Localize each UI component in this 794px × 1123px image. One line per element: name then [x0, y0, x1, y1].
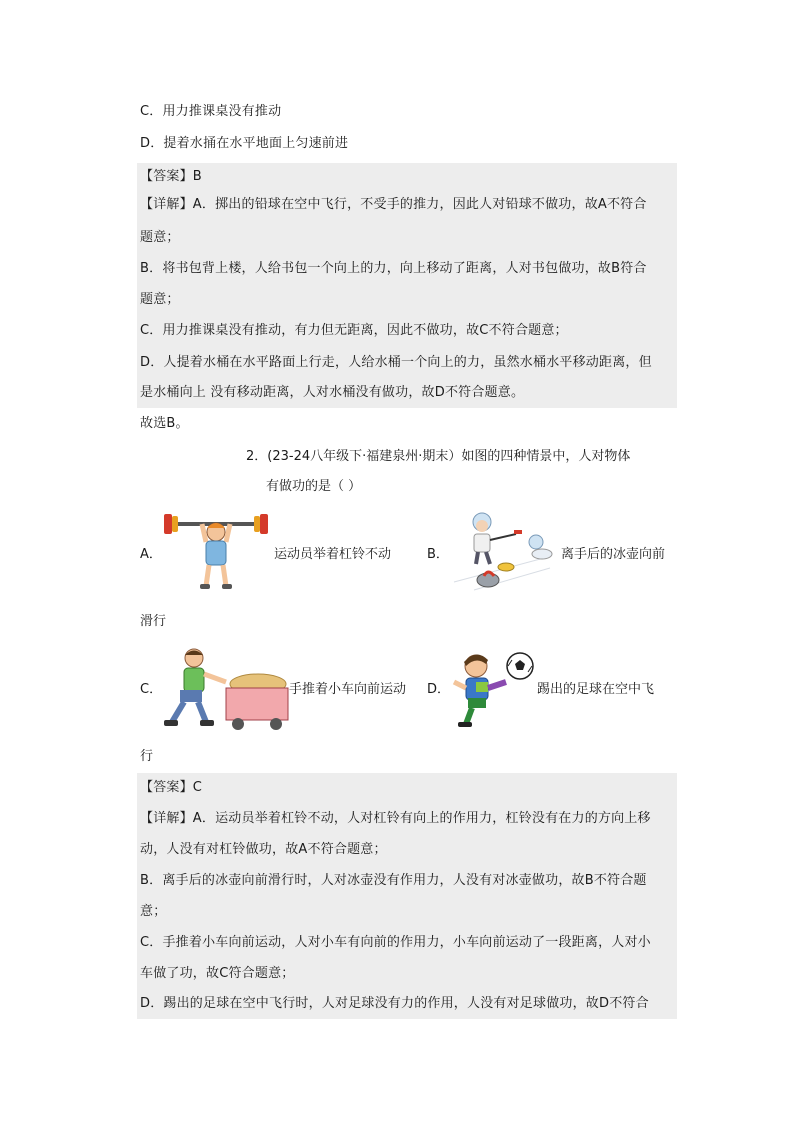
option-c-letter: C． — [140, 682, 163, 697]
answer-1: 【答案】B — [137, 163, 677, 190]
option-c-text: C．用力推课桌没有推动 — [140, 104, 282, 119]
option-b-text: 离手后的冰壶向前 — [561, 547, 666, 562]
option-b-text-wrap: 滑行 — [140, 614, 167, 629]
explanation-1-line-1: 【详解】A．掷出的铅球在空中飞行，不受手的推力，因此人对铅球不做功，故A不符合 — [137, 190, 677, 224]
question-2-line-1: 2．(23-24八年级下·福建泉州·期末）如图的四种情景中，人对物体 — [246, 449, 631, 464]
explanation-1-line-2: 题意； — [137, 224, 677, 254]
answer-2: 【答案】C — [137, 773, 677, 803]
explanation-2-line-4: 意； — [137, 897, 677, 927]
option-d-text: D．提着水捅在水平地面上匀速前进 — [140, 136, 349, 151]
explanation-2-line-1: 【详解】A．运动员举着杠铃不动，人对杠铃有向上的作用力，杠铃没有在力的方向上移 — [137, 803, 677, 835]
explanation-1-line-8: 故选B。 — [140, 416, 189, 431]
explanation-1-line-6: D．人提着水桶在水平路面上行走，人给水桶一个向上的力，虽然水桶水平移动距离，但 — [137, 348, 677, 380]
pushing-cart-illustration — [162, 646, 290, 732]
explanation-2-line-5: C．手推着小车向前运动，人对小车有向前的作用力，小车向前运动了一段距离，人对小 — [137, 927, 677, 959]
option-a-letter: A． — [140, 547, 162, 562]
option-c-text: 手推着小车向前运动 — [289, 682, 407, 697]
explanation-2-line-6: 车做了功，故C符合题意； — [137, 959, 677, 989]
explanation-2-line-2: 动，人没有对杠铃做功，故A不符合题意； — [137, 835, 677, 865]
weightlifter-illustration — [162, 512, 270, 590]
option-b-letter: B． — [427, 547, 449, 562]
explanation-2-line-7: D．踢出的足球在空中飞行时，人对足球没有力的作用，人没有对足球做功，故D不符合 — [137, 989, 677, 1019]
curling-illustration — [444, 512, 556, 598]
explanation-1-line-4: 题意； — [137, 286, 677, 316]
explanation-1-line-5: C．用力推课桌没有推动，有力但无距离，因此不做功，故C不符合题意； — [137, 316, 677, 348]
explanation-2-line-3: B．离手后的冰壶向前滑行时，人对冰壶没有作用力，人没有对冰壶做功，故B不符合题 — [137, 865, 677, 897]
option-d-text-wrap: 行 — [140, 749, 154, 764]
option-d-text: 踢出的足球在空中飞 — [537, 682, 655, 697]
question-2-line-2: 有做功的是（ ） — [266, 479, 362, 494]
option-a-text: 运动员举着杠铃不动 — [274, 547, 392, 562]
explanation-1-line-7: 是水桶向上 没有移动距离，人对水桶没有做功，故D不符合题意。 — [137, 380, 677, 408]
kicking-football-illustration — [450, 648, 534, 728]
explanation-1-line-3: B．将书包背上楼，人给书包一个向上的力，向上移动了距离，人对书包做功，故B符合 — [137, 254, 677, 286]
option-d-letter: D． — [427, 682, 451, 697]
